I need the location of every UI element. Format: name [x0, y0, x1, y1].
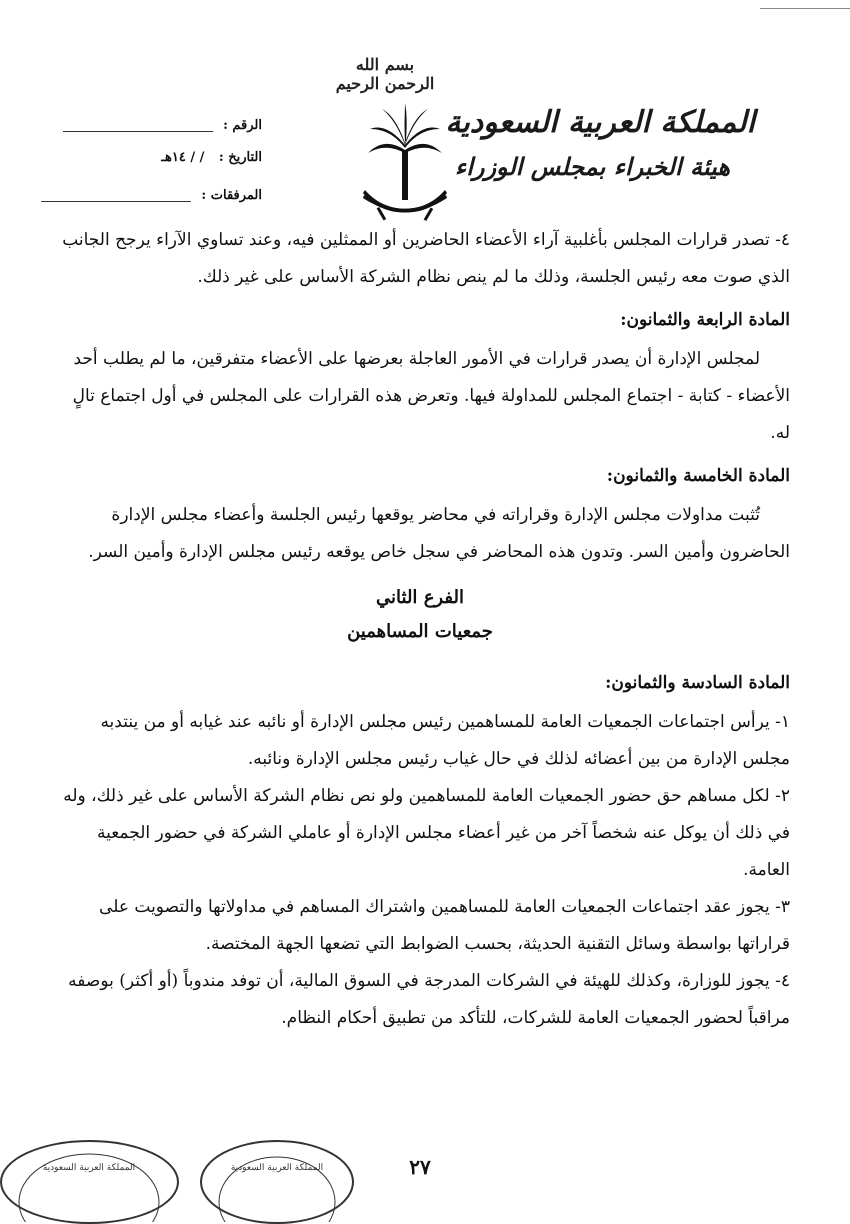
article-86-item-2: ٢- لكل مساهم حق حضور الجمعيات العامة للمساهمين ولو نص نظام الشركة الأساس على غير ذلك، وله في ذلك أن يوكل عنه شخصاً آخر من غير أعضاء مجلس الإدارة أو عاملي الشركة في حضور الجمعية العامة. [63, 786, 790, 880]
article-85-title: المادة الخامسة والثمانون: [606, 466, 790, 486]
corner-line [760, 8, 850, 9]
section-gap [50, 649, 790, 659]
article-85-text: تُثبت مداولات مجلس الإدارة وقراراته في محاضر يوقعها رئيس الجلسة وأعضاء مجلس الإدارة الحاضرون وأمين السر. وتدون هذه المحاضر في سجل خاص يوقعه رئيس مجلس الإدارة وأمين السر. [88, 505, 790, 562]
section-subtitle: جمعيات المساهمين [347, 621, 493, 642]
basmala: بسم الله الرحمن الرحيم [335, 55, 435, 93]
attachments-label: المرفقات : [201, 188, 262, 203]
article-86-item-1: ١- يرأس اجتماعات الجمعيات العامة للمساهمين رئيس مجلس الإدارة أو نائبه عند غيابه أو من ينتدبه مجلس الإدارة من بين أعضائه لذلك في حال غياب رئيس مجلس الإدارة ونائبه. [100, 712, 790, 769]
seal-1-text: المملكة العربية السعودية [42, 1163, 136, 1173]
date-field [22, 150, 262, 165]
article-86-title: المادة السادسة والثمانون: [605, 673, 790, 693]
page-number: ٢٧ [409, 1155, 431, 1179]
seal-2-text: المملكة العربية السعودية [230, 1163, 324, 1173]
section-title: الفرع الثاني [376, 587, 464, 608]
date-label: التاريخ : [218, 150, 262, 165]
attachments-field [22, 188, 262, 203]
article-84-title: المادة الرابعة والثمانون: [620, 310, 790, 330]
attachments-line [41, 189, 191, 202]
item-4-board-decisions: ٤- تصدر قرارات المجلس بأغلبية آراء الأعضاء الحاضرين أو الممثلين فيه، وعند تساوي الآراء يرجح الجانب الذي صوت معه رئيس الجلسة، وذلك ما لم ينص نظام الشركة الأساس على غير ذلك. [62, 230, 790, 287]
section-gap [50, 571, 790, 581]
reference-field [22, 118, 262, 133]
official-seal-1 [0, 1140, 179, 1224]
council-name: هيئة الخبراء بمجلس الوزراء [454, 152, 730, 181]
reference-line [63, 119, 213, 132]
article-84-text: لمجلس الإدارة أن يصدر قرارات في الأمور العاجلة بعرضها على الأعضاء متفرقين، ما لم يطلب أحد الأعضاء - كتابة - اجتماع المجلس للمداولة فيها. وتعرض هذه القرارات على المجلس في أول اجتماع تالٍ له. [72, 349, 790, 443]
date-value: / / ١٤هـ [161, 150, 205, 165]
kingdom-name: المملكة العربية السعودية [445, 105, 755, 140]
article-86-item-4: ٤- يجوز للوزارة، وكذلك للهيئة في الشركات المدرجة في السوق المالية، أن توفد مندوباً (أو أكثر) بوصفه مراقباً لحضور الجمعيات العامة للشركات، للتأكد من تطبيق أحكام النظام. [68, 971, 790, 1028]
official-seal-2 [200, 1140, 354, 1224]
document-body [50, 222, 790, 1037]
article-86-item-3: ٣- يجوز عقد اجتماعات الجمعيات العامة للمساهمين واشتراك المساهم في مداولاتها والتصويت على قراراتها بواسطة وسائل التقنية الحديثة، بحسب الضوابط التي تضعها الجهة المختصة. [99, 897, 790, 954]
reference-label: الرقم : [223, 118, 262, 133]
